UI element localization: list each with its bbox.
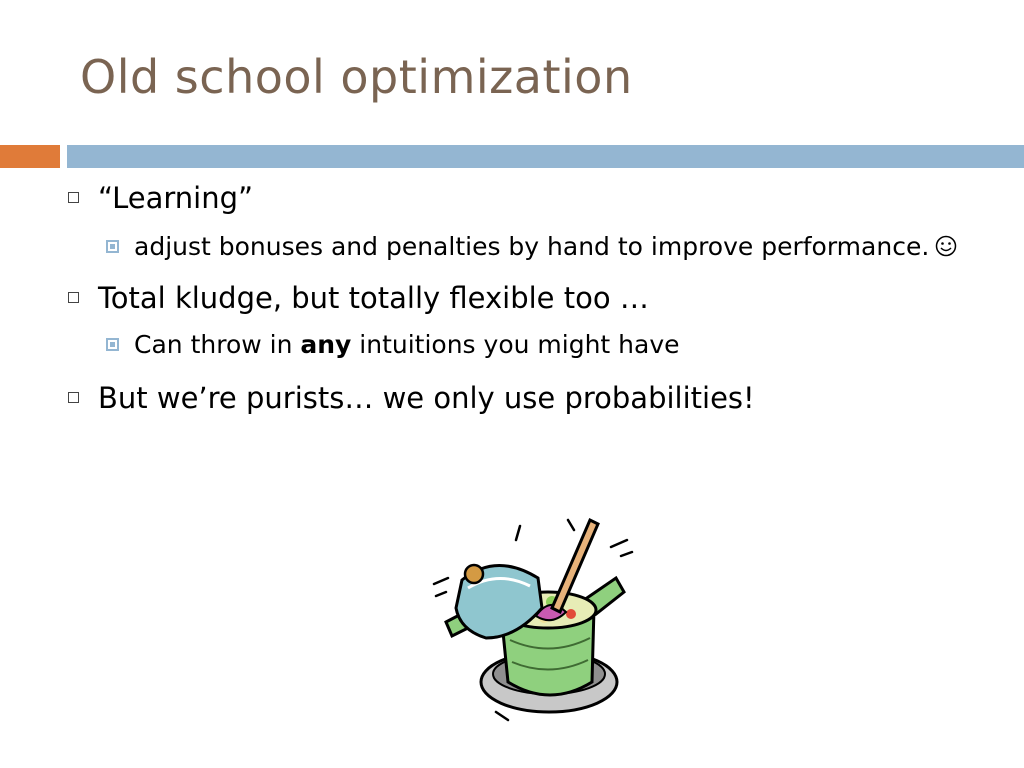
slide-title: Old school optimization [80,50,633,104]
sub-bullet-text-after: intuitions you might have [351,330,680,359]
hollow-square-bullet-icon [68,192,79,203]
bullet-purists [60,378,990,418]
cooking-pot-clipart [426,512,640,730]
sub-bullet-text: adjust bonuses and penalties by hand to improve performance. [134,232,930,261]
bullet-text: Total kludge, but totally flexible too … [98,281,649,315]
sub-bullet-adjust [60,228,990,266]
filled-square-bullet-icon [106,338,119,351]
sub-bullet-text-bold: any [300,330,352,359]
accent-bar-blue [67,145,1024,168]
sub-bullet-intuitions [60,326,990,364]
sub-bullet-text-before: Can throw in [134,330,301,359]
bullet-list [60,178,990,418]
bullet-kludge [60,278,990,318]
accent-bar-orange [0,145,60,168]
filled-square-bullet-icon [106,240,119,253]
bullet-text: “Learning” [98,181,254,215]
smiley-icon [935,235,957,257]
bullet-learning [60,178,990,218]
hollow-square-bullet-icon [68,392,79,403]
bullet-text: But we’re purists… we only use probabilities! [98,381,755,415]
hollow-square-bullet-icon [68,292,79,303]
